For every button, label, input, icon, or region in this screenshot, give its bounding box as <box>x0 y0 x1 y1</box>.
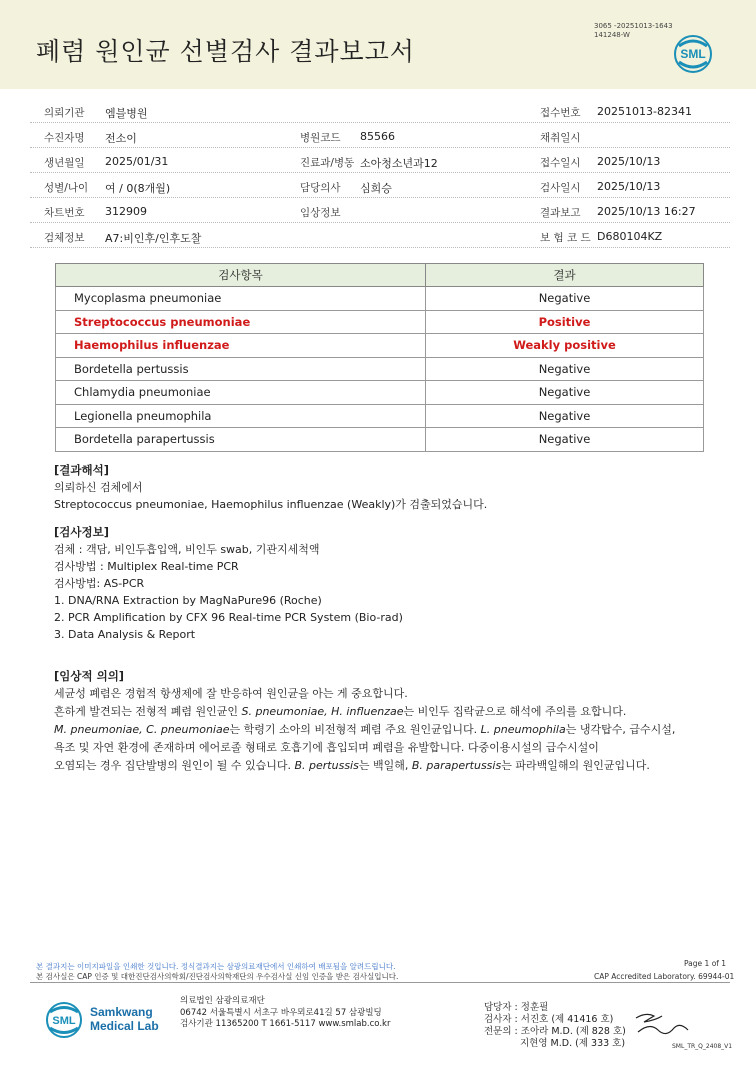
organism-name: S. pneumoniae, H. influenzae <box>241 705 404 718</box>
info-row <box>30 98 730 123</box>
clinical-section <box>54 667 675 775</box>
doctor-label: 담당의사 <box>300 182 341 194</box>
text-segment: 는 냉각탑수, 급수시설, <box>565 723 676 736</box>
test-item: Mycoplasma pneumoniae <box>56 287 426 311</box>
test-item: Bordetella pertussis <box>56 357 426 381</box>
form-code: SML_TR_Q_2408_V1 <box>672 1043 733 1050</box>
test-result: Negative <box>426 381 704 405</box>
signatory-line: 검사자 : 서진호 (제 41416 호) <box>484 1014 614 1025</box>
table-row <box>56 404 704 428</box>
test-item: Legionella pneumophila <box>56 404 426 428</box>
specimen-value: A7:비인후/인후도찰 <box>105 232 202 245</box>
sex-value: 여 / 0(8개월) <box>105 182 171 195</box>
interpretation-line: Streptococcus pneumoniae, Haemophilus influenzae (Weakly)가 검출되었습니다. <box>54 498 488 511</box>
test-item: Bordetella parapertussis <box>56 428 426 452</box>
dept-label: 진료과/병동 <box>300 157 355 169</box>
table-row <box>56 428 704 452</box>
test-info-line: 검체 : 객담, 비인두흡입액, 비인두 swab, 기관지세척액 <box>54 543 320 556</box>
table-row <box>56 357 704 381</box>
doctor-value: 심희승 <box>360 182 392 195</box>
footer-note-blue: 본 결과지는 이미지파일을 인쇄한 것입니다. 정식결과지는 삼광의료재단에서 인쇄하여 배포됨을 알려드립니다. <box>36 962 396 971</box>
text-segment: 는 비인두 집락균으로 해석에 주의를 요합니다. <box>403 705 627 718</box>
signatory-line: 전문의 : 조아라 M.D. (제 828 호) <box>484 1026 626 1037</box>
footer-note-black: 본 검사실은 CAP 인증 및 대한진단검사의학회/진단검사의학재단의 우수검사실 신임 인증을 받은 검사실입니다. <box>36 972 399 981</box>
clinical-heading: [임상적 의의] <box>54 669 125 683</box>
clinical-line: 세균성 폐렴은 경험적 항생제에 잘 반응하여 원인균을 아는 게 중요합니다. <box>54 687 408 700</box>
test-info-line: 3. Data Analysis & Report <box>54 628 196 641</box>
interpretation-line: 의뢰하신 검체에서 <box>54 481 143 494</box>
clinical-line <box>54 721 675 739</box>
sex-label: 성별/나이 <box>44 182 89 194</box>
report-label: 결과보고 <box>540 207 581 219</box>
logo-text: SML <box>52 1015 76 1027</box>
text-segment: 흔하게 발견되는 전형적 폐렴 원인균인 <box>54 705 242 718</box>
logo-wordmark <box>90 1005 159 1033</box>
hosp-code-value: 85566 <box>360 130 395 143</box>
table-row <box>56 310 704 334</box>
address-line: 의료법인 삼광의료재단 <box>180 996 265 1006</box>
hospital-value: 엠블병원 <box>105 107 148 120</box>
test-item: Streptococcus pneumoniae <box>56 310 426 334</box>
table-row <box>56 287 704 311</box>
patient-value: 전소이 <box>105 132 137 145</box>
interpretation-heading: [결과해석] <box>54 463 109 477</box>
address-line: 검사기관 11365200 T 1661-5117 www.smlab.co.kr <box>180 1019 391 1029</box>
organism-name: B. pertussis <box>294 759 359 772</box>
cap-accreditation: CAP Accredited Laboratory. 69944-01 <box>594 972 735 981</box>
report-code-line2: 141248-W <box>594 31 630 39</box>
test-info-line: 1. DNA/RNA Extraction by MagNaPure96 (Roche) <box>54 594 322 607</box>
signatory-line: 지현영 M.D. (제 333 호) <box>520 1038 626 1049</box>
clinical-line: 욕조 및 자연 환경에 존재하며 에어로졸 형태로 호흡기에 흡입되며 폐렴을 유발합니다. 다중이용시설의 급수시설이 <box>54 741 599 754</box>
test-result: Positive <box>426 310 704 334</box>
foundation-address <box>180 996 390 1031</box>
organism-name: M. pneumoniae, C. pneumoniae <box>54 723 230 736</box>
hospital-label: 의뢰기관 <box>44 107 85 119</box>
info-row <box>30 173 730 198</box>
report-code-line1: 3065 -20251013-1643 <box>594 22 673 30</box>
dept-value: 소아청소년과12 <box>360 157 438 170</box>
organism-name: L. pneumophila <box>480 723 566 736</box>
text-segment: 는 백일해, <box>358 759 412 772</box>
receipt-no-value: 20251013-82341 <box>597 105 692 118</box>
report-title: 폐렴 원인균 선별검사 결과보고서 <box>36 37 415 66</box>
results-table <box>55 263 704 452</box>
report-value: 2025/10/13 16:27 <box>597 205 696 218</box>
report-code <box>594 22 673 40</box>
table-row <box>56 334 704 358</box>
receipt-date-value: 2025/10/13 <box>597 155 661 168</box>
test-info-line: 검사방법: AS-PCR <box>54 577 145 590</box>
birth-label: 생년월일 <box>44 157 85 169</box>
logo-text: SML <box>680 47 706 61</box>
insurance-value: D680104KZ <box>597 230 663 243</box>
logo-line2: Medical Lab <box>90 1019 159 1033</box>
collect-label: 채취일시 <box>540 132 581 144</box>
sml-logo-icon <box>673 34 713 74</box>
table-header-row <box>56 264 704 287</box>
sml-circle-icon <box>44 1000 84 1040</box>
signatory-line: 담당자 : 정훈필 <box>484 1002 549 1013</box>
interpretation-section <box>54 462 487 513</box>
specimen-label: 검체정보 <box>44 232 85 244</box>
organism-name: B. parapertussis <box>411 759 502 772</box>
test-date-label: 검사일시 <box>540 182 581 194</box>
report-header <box>0 0 756 89</box>
samkwang-logo <box>44 1000 164 1040</box>
test-info-line: 검사방법 : Multiplex Real-time PCR <box>54 560 239 573</box>
clinical-line <box>54 703 675 721</box>
receipt-no-label: 접수번호 <box>540 107 581 119</box>
footer-divider <box>30 982 730 983</box>
info-row <box>30 223 730 248</box>
clinical-line <box>54 757 675 775</box>
test-result: Weakly positive <box>426 334 704 358</box>
test-result: Negative <box>426 404 704 428</box>
insurance-label: 보 험 코 드 <box>540 232 591 244</box>
text-segment: 오염되는 경우 집단발병의 원인이 될 수 있습니다. <box>54 759 295 772</box>
logo-line1: Samkwang <box>90 1005 153 1019</box>
info-row <box>30 198 730 223</box>
hosp-code-label: 병원코드 <box>300 132 341 144</box>
test-item: Haemophilus influenzae <box>56 334 426 358</box>
test-result: Negative <box>426 428 704 452</box>
col-result-header: 결과 <box>426 264 704 287</box>
test-date-value: 2025/10/13 <box>597 180 661 193</box>
chart-value: 312909 <box>105 205 147 218</box>
table-row <box>56 381 704 405</box>
patient-info <box>30 98 730 248</box>
test-info-line: 2. PCR Amplification by CFX 96 Real-time PCR System (Bio-rad) <box>54 611 403 624</box>
test-info-section <box>54 524 403 643</box>
test-result: Negative <box>426 357 704 381</box>
test-item: Chlamydia pneumoniae <box>56 381 426 405</box>
signatories <box>484 1002 626 1050</box>
test-result: Negative <box>426 287 704 311</box>
patient-label: 수진자명 <box>44 132 85 144</box>
chart-label: 차트번호 <box>44 207 85 219</box>
clinical-label: 임상정보 <box>300 207 341 219</box>
birth-value: 2025/01/31 <box>105 155 169 168</box>
text-segment: 는 학령기 소아의 비전형적 폐렴 주요 원인균입니다. <box>229 723 481 736</box>
receipt-date-label: 접수일시 <box>540 157 581 169</box>
signature-icon <box>632 1008 692 1042</box>
address-line: 06742 서울특별시 서초구 바우뫼로41길 57 삼광빌딩 <box>180 1007 382 1018</box>
test-info-heading: [검사정보] <box>54 525 109 539</box>
page-number: Page 1 of 1 <box>684 959 727 968</box>
col-item-header: 검사항목 <box>56 264 426 287</box>
info-row <box>30 123 730 148</box>
text-segment: 는 파라백일해의 원인균입니다. <box>501 759 650 772</box>
info-row <box>30 148 730 173</box>
